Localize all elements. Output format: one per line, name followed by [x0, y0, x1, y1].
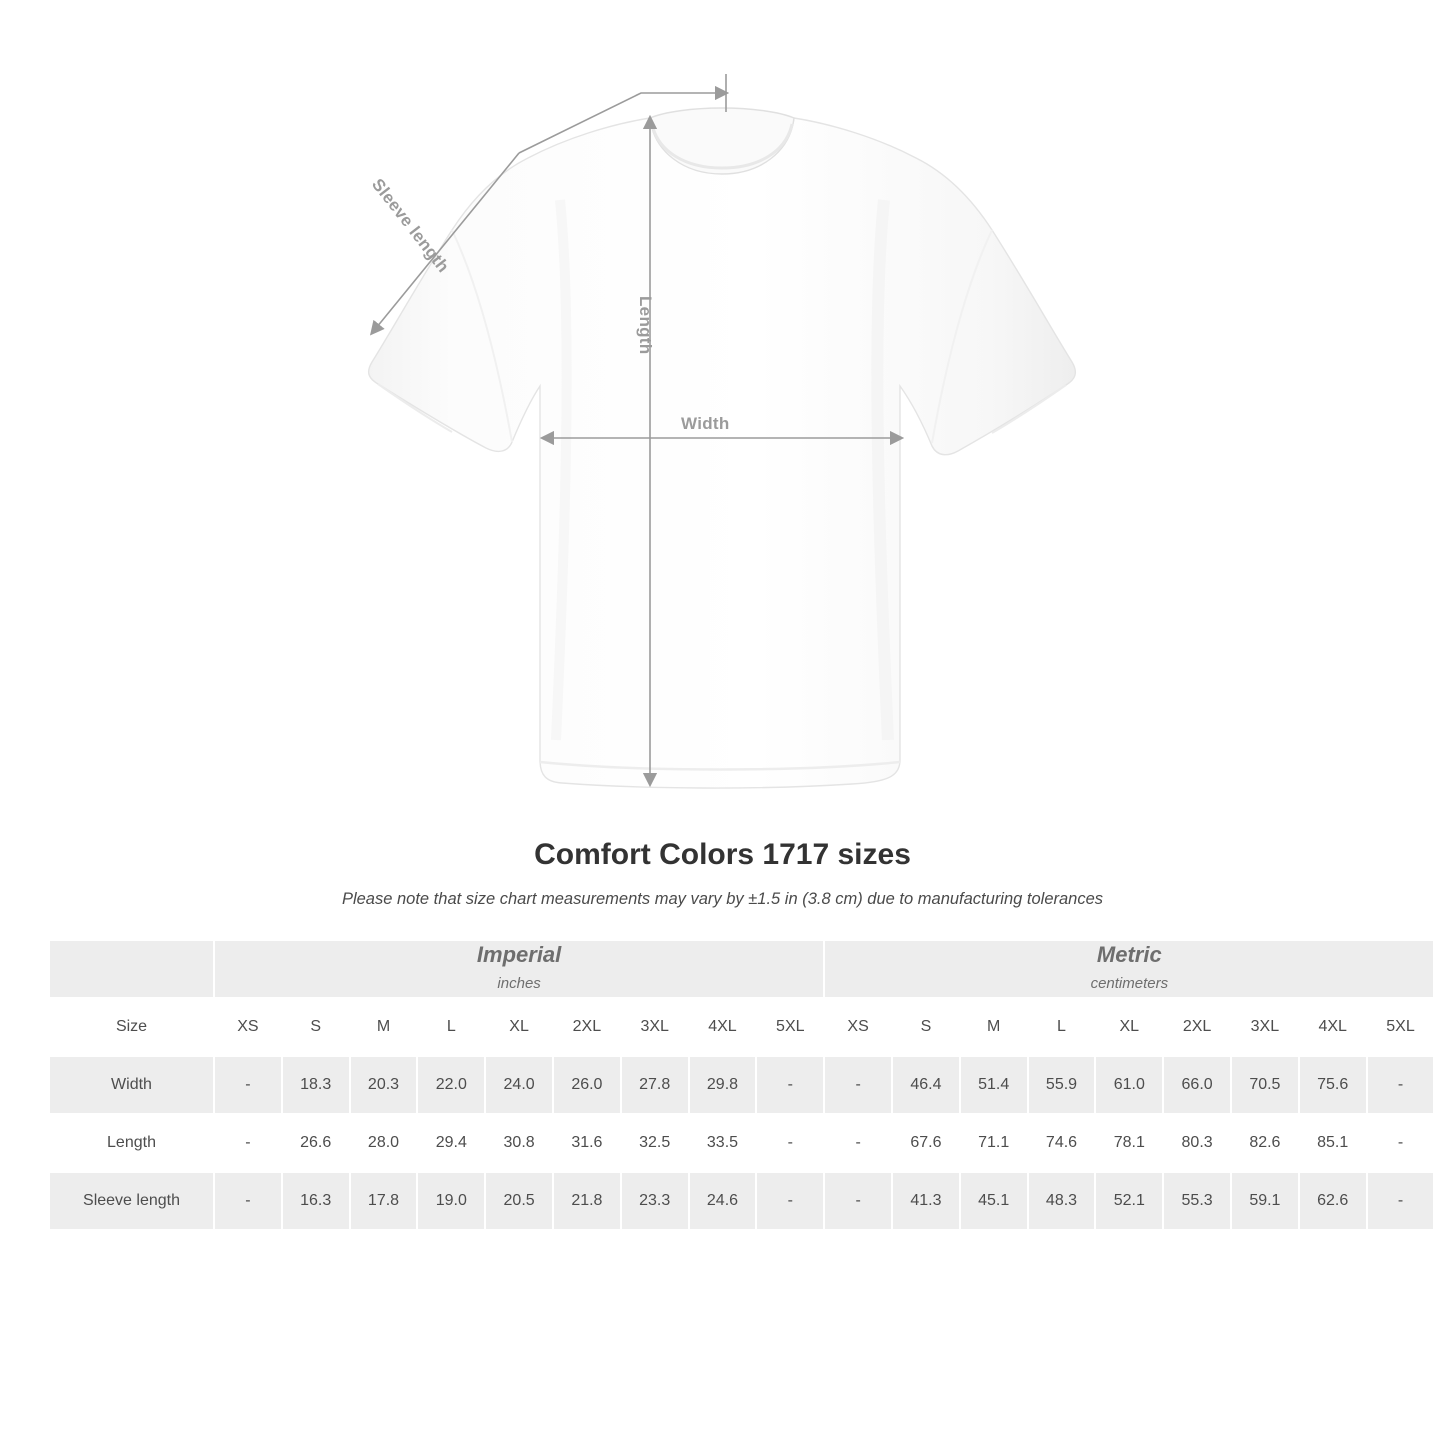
size-header-metric-5xl: 5XL — [1368, 999, 1434, 1055]
cell-sleeve-imperial-4xl: 24.6 — [690, 1173, 756, 1229]
cell-width-metric-l: 55.9 — [1029, 1057, 1095, 1113]
cell-sleeve-imperial-5xl: - — [757, 1173, 823, 1229]
unit-group-row — [50, 941, 1433, 997]
cell-sleeve-metric-xs: - — [825, 1173, 891, 1229]
size-table-wrapper — [48, 939, 1415, 1231]
cell-width-imperial-xs: - — [215, 1057, 281, 1113]
cell-width-metric-s: 46.4 — [893, 1057, 959, 1113]
row-label-length: Length — [50, 1115, 213, 1171]
cell-sleeve-imperial-m: 17.8 — [351, 1173, 417, 1229]
cell-length-metric-s: 67.6 — [893, 1115, 959, 1171]
size-header-metric-m: M — [961, 999, 1027, 1055]
cell-width-metric-2xl: 66.0 — [1164, 1057, 1230, 1113]
table-row — [50, 1115, 1433, 1171]
unit-group-imperial-sub: inches — [497, 974, 541, 992]
page-title: Comfort Colors 1717 sizes — [534, 838, 911, 871]
cell-width-metric-m: 51.4 — [961, 1057, 1027, 1113]
cell-width-metric-4xl: 75.6 — [1300, 1057, 1366, 1113]
cell-length-metric-l: 74.6 — [1029, 1115, 1095, 1171]
cell-length-metric-5xl: - — [1368, 1115, 1434, 1171]
size-header-imperial-s: S — [283, 999, 349, 1055]
cell-length-imperial-xl: 30.8 — [486, 1115, 552, 1171]
row-label-sleeve-length: Sleeve length — [50, 1173, 213, 1229]
unit-group-metric-name: Metric — [1096, 942, 1162, 968]
cell-length-metric-xs: - — [825, 1115, 891, 1171]
cell-length-metric-xl: 78.1 — [1096, 1115, 1162, 1171]
size-header-metric-4xl: 4XL — [1300, 999, 1366, 1055]
size-header-imperial-4xl: 4XL — [690, 999, 756, 1055]
cell-length-metric-2xl: 80.3 — [1164, 1115, 1230, 1171]
cell-length-imperial-3xl: 32.5 — [622, 1115, 688, 1171]
cell-width-metric-xl: 61.0 — [1096, 1057, 1162, 1113]
size-header-metric-2xl: 2XL — [1164, 999, 1230, 1055]
cell-sleeve-metric-xl: 52.1 — [1096, 1173, 1162, 1229]
cell-length-metric-4xl: 85.1 — [1300, 1115, 1366, 1171]
cell-width-metric-5xl: - — [1368, 1057, 1434, 1113]
cell-width-imperial-3xl: 27.8 — [622, 1057, 688, 1113]
cell-length-imperial-s: 26.6 — [283, 1115, 349, 1171]
size-header-row — [50, 999, 1433, 1055]
cell-length-metric-m: 71.1 — [961, 1115, 1027, 1171]
cell-sleeve-imperial-l: 19.0 — [418, 1173, 484, 1229]
cell-width-imperial-4xl: 29.8 — [690, 1057, 756, 1113]
cell-length-imperial-m: 28.0 — [351, 1115, 417, 1171]
size-header-metric-l: L — [1029, 999, 1095, 1055]
tshirt-shape — [369, 108, 1076, 788]
table-corner-cell — [50, 941, 213, 997]
cell-sleeve-imperial-3xl: 23.3 — [622, 1173, 688, 1229]
table-row — [50, 1173, 1433, 1229]
size-header-imperial-xs: XS — [215, 999, 281, 1055]
cell-length-imperial-4xl: 33.5 — [690, 1115, 756, 1171]
unit-group-imperial-name: Imperial — [476, 942, 562, 968]
cell-width-imperial-2xl: 26.0 — [554, 1057, 620, 1113]
length-label: Length — [636, 296, 655, 355]
size-header-metric-xs: XS — [825, 999, 891, 1055]
unit-group-metric-sub: centimeters — [1090, 974, 1169, 992]
size-header-imperial-l: L — [418, 999, 484, 1055]
size-header-imperial-m: M — [351, 999, 417, 1055]
size-header-imperial-3xl: 3XL — [622, 999, 688, 1055]
cell-sleeve-metric-3xl: 59.1 — [1232, 1173, 1298, 1229]
cell-sleeve-imperial-s: 16.3 — [283, 1173, 349, 1229]
cell-width-imperial-5xl: - — [757, 1057, 823, 1113]
size-chart-table — [48, 939, 1435, 1231]
tolerance-note: Please note that size chart measurements may vary by ±1.5 in (3.8 cm) due to manufacturing tolerances — [341, 890, 1104, 908]
width-label: Width — [681, 414, 730, 433]
cell-sleeve-metric-m: 45.1 — [961, 1173, 1027, 1229]
sleeve-length-label: Sleeve length — [368, 175, 453, 277]
cell-sleeve-imperial-xl: 20.5 — [486, 1173, 552, 1229]
table-row — [50, 1057, 1433, 1113]
cell-sleeve-metric-2xl: 55.3 — [1164, 1173, 1230, 1229]
cell-length-imperial-xs: - — [215, 1115, 281, 1171]
size-header-metric-s: S — [893, 999, 959, 1055]
cell-sleeve-imperial-2xl: 21.8 — [554, 1173, 620, 1229]
cell-length-imperial-2xl: 31.6 — [554, 1115, 620, 1171]
cell-width-imperial-xl: 24.0 — [486, 1057, 552, 1113]
size-header-imperial-2xl: 2XL — [554, 999, 620, 1055]
cell-width-imperial-m: 20.3 — [351, 1057, 417, 1113]
cell-length-metric-3xl: 82.6 — [1232, 1115, 1298, 1171]
size-header-metric-xl: XL — [1096, 999, 1162, 1055]
cell-width-metric-3xl: 70.5 — [1232, 1057, 1298, 1113]
cell-sleeve-imperial-xs: - — [215, 1173, 281, 1229]
cell-length-imperial-l: 29.4 — [418, 1115, 484, 1171]
size-header-metric-3xl: 3XL — [1232, 999, 1298, 1055]
cell-width-imperial-s: 18.3 — [283, 1057, 349, 1113]
size-header-imperial-5xl: 5XL — [757, 999, 823, 1055]
unit-group-imperial — [215, 941, 823, 997]
cell-sleeve-metric-4xl: 62.6 — [1300, 1173, 1366, 1229]
cell-width-imperial-l: 22.0 — [418, 1057, 484, 1113]
cell-length-imperial-5xl: - — [757, 1115, 823, 1171]
row-label-width: Width — [50, 1057, 213, 1113]
unit-group-metric — [825, 941, 1433, 997]
cell-sleeve-metric-l: 48.3 — [1029, 1173, 1095, 1229]
cell-sleeve-metric-5xl: - — [1368, 1173, 1434, 1229]
cell-sleeve-metric-s: 41.3 — [893, 1173, 959, 1229]
cell-width-metric-xs: - — [825, 1057, 891, 1113]
size-header-label: Size — [50, 999, 213, 1055]
size-header-imperial-xl: XL — [486, 999, 552, 1055]
